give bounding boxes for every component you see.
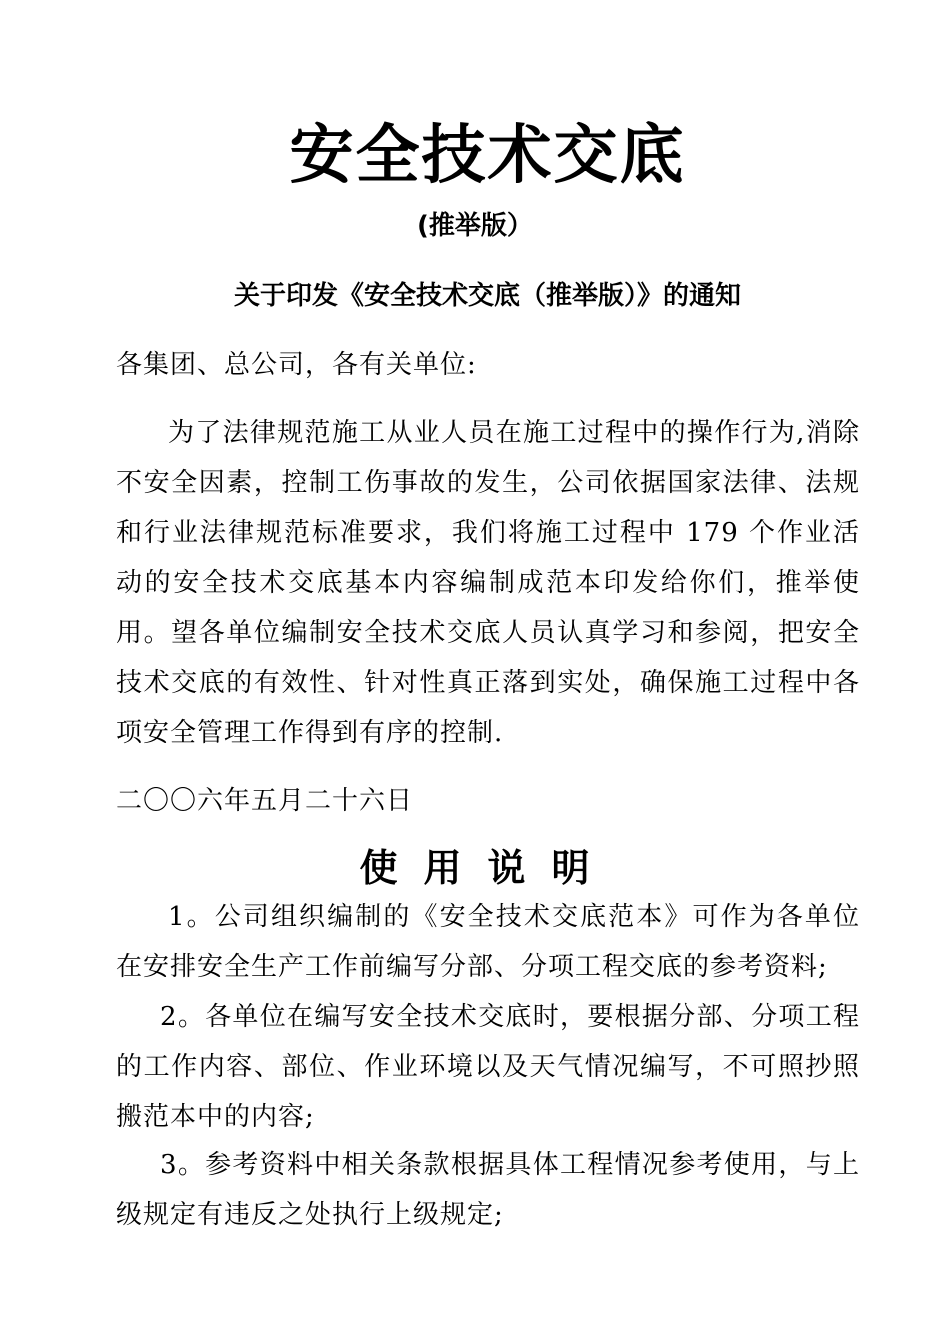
usage-title: 使用说明 bbox=[359, 845, 616, 890]
notice-title: 关于印发《安全技术交底（推举版）》的通知 bbox=[233, 281, 741, 311]
usage-item-2: 2。各单位在编写安全技术交底时，要根据分部、分项工程的工作内容、部位、作业环境以及天气情况编写，不可照抄照搬范本中的内容; bbox=[116, 1002, 860, 1132]
document-title: 安全技术交底 bbox=[289, 119, 686, 193]
salutation: 各集团、总公司，各有关单位: bbox=[116, 350, 477, 380]
notice-date: 二〇〇六年五月二十六日 bbox=[116, 786, 414, 816]
document-subtitle: (推举版） bbox=[417, 211, 533, 241]
usage-item-1: 1。公司组织编制的《安全技术交底范本》可作为各单位在安排安全生产工作前编写分部、分项工程交底的参考资料; bbox=[116, 902, 860, 982]
usage-item-3: 3。参考资料中相关条款根据具体工程情况参考使用，与上级规定有违反之处执行上级规定; bbox=[116, 1150, 860, 1230]
notice-paragraph: 为了法律规范施工从业人员在施工过程中的操作行为,消除不安全因素，控制工伤事故的发生，公司依据国家法律、法规和行业法律规范标准要求，我们将施工过程中 179 个作业活动的安全技术交底基本内容编制成范本印发给你们，推举使用。望各单位编制安全技术交底人员认真学习和参阅，把安全技术交底的有效性、针对性真正落到实处，确保施工过程中各项安全管理工作得到有序的控制. bbox=[116, 418, 860, 748]
